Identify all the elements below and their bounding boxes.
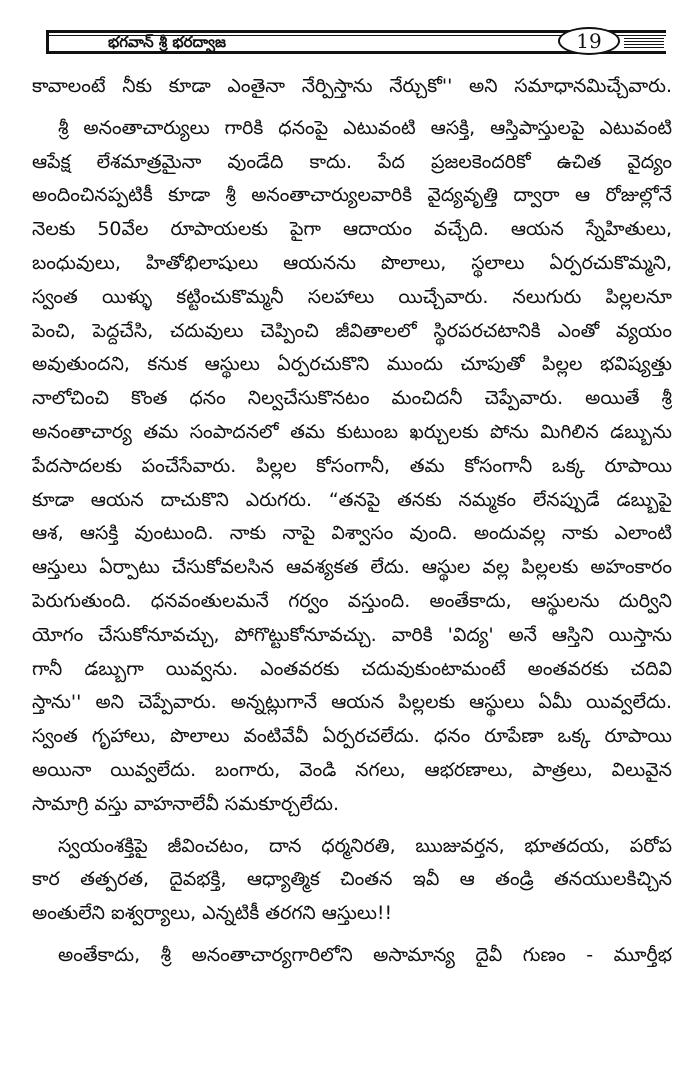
text-line: శ్రీ అనంతాచార్యులు గారికి ధనంపై ఎటువంటి ఆసక్తి, ఆస్తిపాస్తులపై ఎటువంటి [58,116,672,139]
paragraph [32,939,672,973]
paragraph-gap [32,931,672,939]
text-line: పెరుగుతుంది. ధనవంతులమనే గర్వం వస్తుంది. అంతేకాదు, ఆస్థులను దుర్విని [32,589,672,612]
text-line: యోగం చేసుకోనూవచ్చు, పోగొట్టుకోనూవచ్చు. వారికి 'విద్య' అనే ఆస్తిని యిస్తాను [32,623,672,646]
running-header [46,30,666,54]
text-line: అవుతుందని, కనుక ఆస్థులు ఏర్పరచుకొని ముందు చూపుతో పిల్లల భవిష్యత్తు [32,353,672,376]
page-number-oval [558,27,620,55]
running-title: భగవాన్ శ్రీ భరద్వాజ [108,33,226,51]
body-text [32,70,672,973]
paragraph-gap [32,104,672,112]
text-line: నెలకు 50వేల రూపాయలకు పైగా ఆదాయం వచ్చేది. ఆయన స్నేహితులు, [32,218,672,241]
text-line: కూడా ఆయన దాచుకొని ఎరుగరు. “తనపై తనకు నమ్మకం లేనప్పుడే డబ్బుపై [32,488,672,511]
text-line: అంతేకాదు, శ్రీ అనంతాచార్యగారిలోని అసామాన్య దైవీ గుణం - మూర్తీభ [58,943,672,966]
paragraph-gap [32,822,672,830]
page-number: 19 [576,29,602,53]
text-line: ఆపేక్ష లేశమాత్రమైనా వుండేది కాదు. పేద ప్రజలకెందరికో ఉచిత వైద్యం [32,150,672,173]
paragraph [32,830,672,931]
text-line: ఆశ, ఆసక్తి వుంటుంది. నాకు నాపై విశ్వాసం వుంది. అందువల్ల నాకు ఎలాంటి [32,522,672,545]
paragraph [32,112,672,822]
text-line: గానీ డబ్బుగా యివ్వను. ఎంతవరకు చదువుకుంటామంటే అంతవరకు చదివి [32,657,672,680]
text-line: కార తత్పరత, దైవభక్తి, ఆధ్యాత్మిక చింతన ఇవీ ఆ తండ్రి తనయులకిచ్చిన [32,868,672,891]
paragraph [32,70,672,104]
text-line: అంతులేని ఐశ్వర్యాలు, ఎన్నటికీ తరగని ఆస్తులు!! [32,902,393,925]
text-line: పేదసాదలకు పంచేసేవారు. పిల్లల కోసంగానీ, తమ కోసంగానీ ఒక్క రూపాయి [32,454,672,477]
header-left-cap [46,30,49,54]
text-line: అయినా యివ్వలేదు. బంగారు, వెండి నగలు, ఆభరణాలు, పాత్రలు, విలువైన [32,758,672,781]
text-line: స్వంత యిళ్ళు కట్టించుకొమ్మనీ సలహాలు యిచ్చేవారు. నలుగురు పిల్లలనూ [32,285,672,308]
text-line: అనంతాచార్య తమ సంపాదనలో తమ కుటుంబ ఖర్చులకు పోను మిగిలిన డబ్బును [32,420,672,443]
text-line: బంధువులు, హితోభిలాషులు ఆయనను పొలాలు, స్థలాలు ఏర్పరచుకొమ్మని, [32,251,672,274]
text-line: స్వయంశక్తిపై జీవించటం, దాన ధర్మనిరతి, ఋజువర్తన, భూతదయ, పరోప [58,834,672,857]
text-line: ఆస్తులు ఏర్పాటు చేసుకోవలసిన ఆవశ్యకత లేదు. ఆస్థుల వల్ల పిల్లలకు అహంకారం [32,556,672,579]
header-stripe-ornament [624,35,664,49]
text-line: సామాగ్రి వస్తు వాహనాలేవీ సమకూర్చలేదు. [32,792,340,815]
text-line: అందించినప్పటికీ కూడా శ్రీ అనంతాచార్యులవారికి వైద్యవృత్తి ద్వారా ఆ రోజుల్లోనే [32,184,672,207]
text-line: స్తాను'' అని చెప్పేవారు. అన్నట్లుగానే ఆయన పిల్లలకు ఆస్థులు ఏమీ యివ్వలేదు. [32,691,672,714]
text-line: కావాలంటే నీకు కూడా ఎంతైనా నేర్పిస్తాను నేర్చుకో'' అని సమాధానమిచ్చేవారు. [32,75,672,97]
text-line: స్వంత గృహాలు, పొలాలు వంటివేవీ ఏర్పరచలేదు. ధనం రూపేణా ఒక్క రూపాయి [32,725,672,748]
text-line: పెంచి, పెద్దచేసి, చదువులు చెప్పించి జీవితాలలో స్థిరపరచటానికి ఎంతో వ్యయం [32,319,672,342]
text-line: నాలోచించి కొంత ధనం నిల్వచేసుకొనటం మంచిదనీ చెప్పేవారు. అయితే శ్రీ [32,387,672,410]
